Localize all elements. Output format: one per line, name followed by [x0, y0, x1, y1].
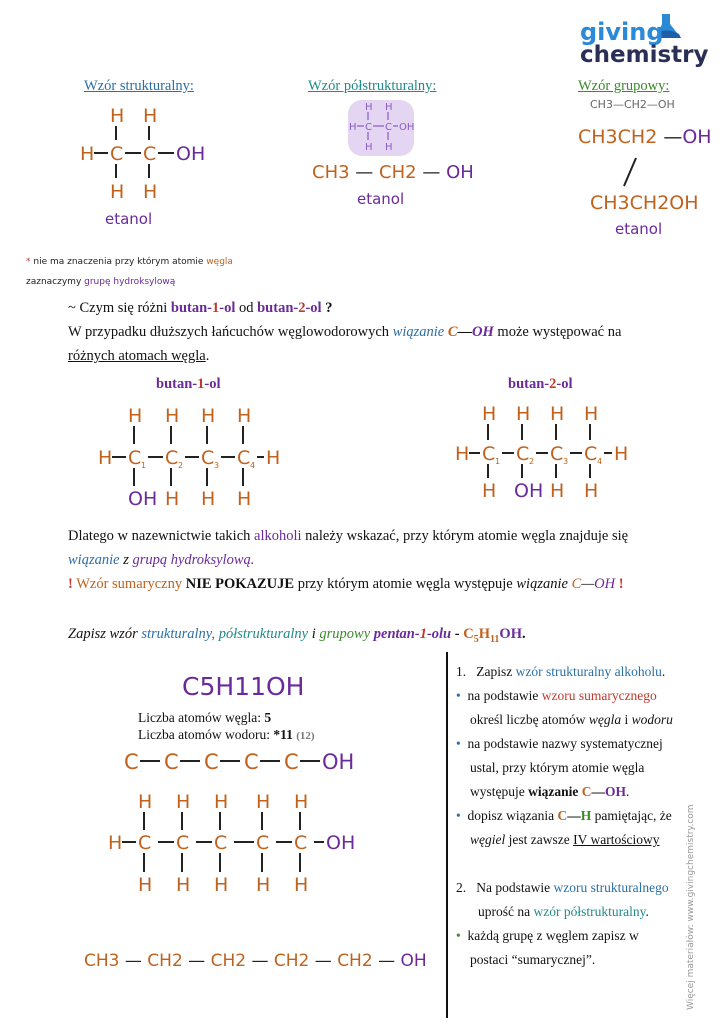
- svg-text:C: C: [128, 447, 142, 469]
- butan-1-ol-structure: [94, 402, 294, 510]
- pentan-1-ol-structure: [104, 786, 374, 898]
- svg-text:H: H: [550, 403, 565, 425]
- bullet-4: • każdą grupę z węglem zapisz w: [456, 928, 639, 943]
- svg-text:H: H: [516, 403, 531, 425]
- svg-text:H: H: [256, 791, 271, 813]
- ethanol-name-semistructural: etanol: [357, 190, 405, 208]
- svg-text:C: C: [584, 443, 598, 465]
- header-semistructural: Wzór półstrukturalny:: [308, 78, 437, 94]
- bullet-3: • dopisz wiązania C—H pamiętając, że: [456, 808, 672, 823]
- butan-2-ol-title: butan-2-ol: [508, 376, 573, 392]
- svg-text:OH: OH: [514, 480, 544, 502]
- work-formula: C5H11OH: [182, 672, 305, 701]
- svg-text:H: H: [385, 142, 393, 153]
- svg-text:H: H: [214, 791, 229, 813]
- note-hydroxyl: grupę hydroksylową: [84, 277, 176, 287]
- logo: [578, 8, 718, 72]
- svg-text:OH: OH: [176, 143, 206, 165]
- svg-text:H: H: [550, 480, 565, 502]
- counts: Liczba atomów węgla: 5 Liczba atomów wodoru: *11 (12): [138, 710, 315, 742]
- svg-text:C: C: [256, 832, 270, 854]
- svg-text:H: H: [138, 874, 153, 896]
- svg-text:H: H: [614, 443, 629, 465]
- svg-text:H: H: [482, 403, 497, 425]
- svg-text:H: H: [143, 181, 158, 203]
- svg-text:4: 4: [597, 457, 603, 466]
- steps-panel: 1. Zapisz wzór strukturalny alkoholu. • na podstawie wzoru sumarycznego określ liczbę atomów węgla i wodoru • na podstawie nazwy systematycznej ustal, przy którym atomie węgla występuje wiązanie C—OH. • dopisz wiązania C—H pamiętając, że węgiel jest zawsze IV wartościowy 2. Na podstawie wzoru strukturalnego uprość na wzór półstrukturalny. • każdą grupę z węglem zapisz w postaci “sumarycznej”.: [456, 660, 696, 972]
- logo-line2: chemistry: [580, 42, 709, 68]
- svg-text:H: H: [165, 488, 180, 510]
- svg-text:C: C: [365, 122, 372, 133]
- svg-text:H: H: [294, 791, 309, 813]
- bullet-2: • na podstawie nazwy systematycznej: [456, 736, 663, 751]
- ethanol-group-small: CH3—CH2—OH: [590, 98, 675, 111]
- step-2: 2. Na podstawie wzoru strukturalnego: [456, 880, 669, 895]
- svg-text:C: C: [482, 443, 496, 465]
- svg-text:H: H: [349, 122, 357, 133]
- svg-text:H: H: [266, 447, 281, 469]
- note-line2: zaznaczymy: [26, 277, 85, 287]
- svg-text:C: C: [165, 447, 179, 469]
- svg-text:H: H: [165, 405, 180, 427]
- svg-text:3: 3: [563, 457, 569, 466]
- watermark: Więcej materiałów: www.givingchemistry.com: [686, 804, 696, 1010]
- vertical-divider: [446, 652, 448, 1018]
- svg-text:2: 2: [529, 457, 535, 466]
- svg-text:H: H: [201, 405, 216, 427]
- svg-text:C: C: [284, 750, 299, 774]
- svg-text:H: H: [482, 480, 497, 502]
- ethanol-name-group: etanol: [615, 220, 663, 238]
- butan-2-ol-structure: [452, 400, 652, 508]
- logo-line1: giving: [580, 18, 664, 46]
- svg-text:C: C: [550, 443, 564, 465]
- svg-text:H: H: [294, 874, 309, 896]
- carbon-chain-skeleton: [120, 742, 370, 778]
- group-line1-oh: OH: [682, 126, 712, 148]
- header-group: Wzór grupowy:: [578, 78, 670, 94]
- svg-text:H: H: [201, 488, 216, 510]
- slash-divider: [620, 156, 640, 188]
- svg-text:C: C: [244, 750, 259, 774]
- svg-text:OH: OH: [322, 750, 355, 774]
- svg-text:C: C: [176, 832, 190, 854]
- svg-text:H: H: [365, 142, 373, 153]
- svg-text:H: H: [143, 105, 158, 127]
- svg-text:C: C: [110, 143, 124, 165]
- butan-1-ol-title: butan-1-ol: [156, 376, 221, 392]
- question: ~ Czym się różni butan-1-ol od butan-2-ol ?: [68, 300, 333, 316]
- ethanol-semistructural-formula: CH3 — CH2 — OH: [312, 162, 474, 183]
- svg-text:H: H: [110, 105, 125, 127]
- pentan-1-ol-semistructural: CH3 — CH2 — CH2 — CH2 — CH2 — OH: [84, 951, 427, 971]
- svg-text:C: C: [164, 750, 179, 774]
- group-line1-carbon: CH3CH2: [578, 126, 658, 148]
- note-carbon: węgla: [206, 257, 233, 267]
- svg-text:C: C: [214, 832, 228, 854]
- svg-text:OH: OH: [326, 832, 356, 854]
- svg-text:2: 2: [178, 461, 184, 470]
- semi-part-ch3: CH3: [312, 162, 350, 183]
- svg-text:H: H: [176, 874, 191, 896]
- semi-part-oh: OH: [446, 162, 474, 183]
- svg-text:C: C: [143, 143, 157, 165]
- svg-text:H: H: [214, 874, 229, 896]
- ethanol-structural-formula: [70, 100, 220, 210]
- svg-text:C: C: [516, 443, 530, 465]
- svg-text:H: H: [128, 405, 143, 427]
- svg-text:H: H: [455, 443, 470, 465]
- svg-text:4: 4: [250, 461, 256, 470]
- svg-text:C: C: [294, 832, 308, 854]
- paragraph-2: Dlatego w nazewnictwie takich alkoholi należy wskazać, przy którym atomie węgla znajduje się wiązanie z grupą hydroksylową.: [68, 528, 629, 568]
- svg-text:H: H: [80, 143, 95, 165]
- ethanol-group-line2: CH3CH2OH: [590, 192, 699, 214]
- note: [26, 252, 233, 292]
- step-1: 1. Zapisz wzór strukturalny alkoholu.: [456, 664, 666, 679]
- svg-text:H: H: [584, 480, 599, 502]
- svg-text:H: H: [256, 874, 271, 896]
- svg-text:H: H: [138, 791, 153, 813]
- svg-text:OH: OH: [399, 122, 415, 133]
- header-structural: Wzór strukturalny:: [84, 78, 194, 94]
- svg-text:C: C: [138, 832, 152, 854]
- svg-text:1: 1: [495, 457, 501, 466]
- ethanol-mini-structure: [345, 98, 420, 158]
- svg-text:OH: OH: [128, 488, 158, 510]
- svg-text:H: H: [108, 832, 123, 854]
- note-star: *: [26, 257, 31, 267]
- svg-text:H: H: [385, 102, 393, 113]
- svg-text:H: H: [237, 488, 252, 510]
- warning: ! Wzór sumaryczny NIE POKAZUJE przy którym atomie węgla występuje wiązanie C—OH !: [68, 576, 624, 592]
- svg-text:C: C: [124, 750, 139, 774]
- svg-text:C: C: [201, 447, 215, 469]
- svg-text:H: H: [176, 791, 191, 813]
- svg-text:H: H: [98, 447, 113, 469]
- svg-text:C: C: [237, 447, 251, 469]
- semi-part-ch2: CH2: [379, 162, 417, 183]
- ethanol-group-line1: CH3CH2 —OH: [578, 126, 712, 148]
- svg-text:H: H: [237, 405, 252, 427]
- svg-text:1: 1: [141, 461, 147, 470]
- svg-text:C: C: [385, 122, 392, 133]
- svg-text:C: C: [204, 750, 219, 774]
- paragraph-1: W przypadku dłuższych łańcuchów węglowodorowych wiązanie C—OH może występować na różnych atomach węgla.: [68, 324, 622, 364]
- note-line1: nie ma znaczenia przy którym atomie: [33, 257, 207, 267]
- svg-text:H: H: [365, 102, 373, 113]
- svg-text:3: 3: [214, 461, 220, 470]
- svg-text:H: H: [584, 403, 599, 425]
- task: Zapisz wzór strukturalny, półstrukturalny i grupowy $pentan-1-olu - C_5H_{11}OH$.: [68, 626, 526, 645]
- ethanol-name-structural: etanol: [105, 210, 153, 228]
- svg-text:H: H: [110, 181, 125, 203]
- bullet-1: • na podstawie wzoru sumarycznego: [456, 688, 657, 703]
